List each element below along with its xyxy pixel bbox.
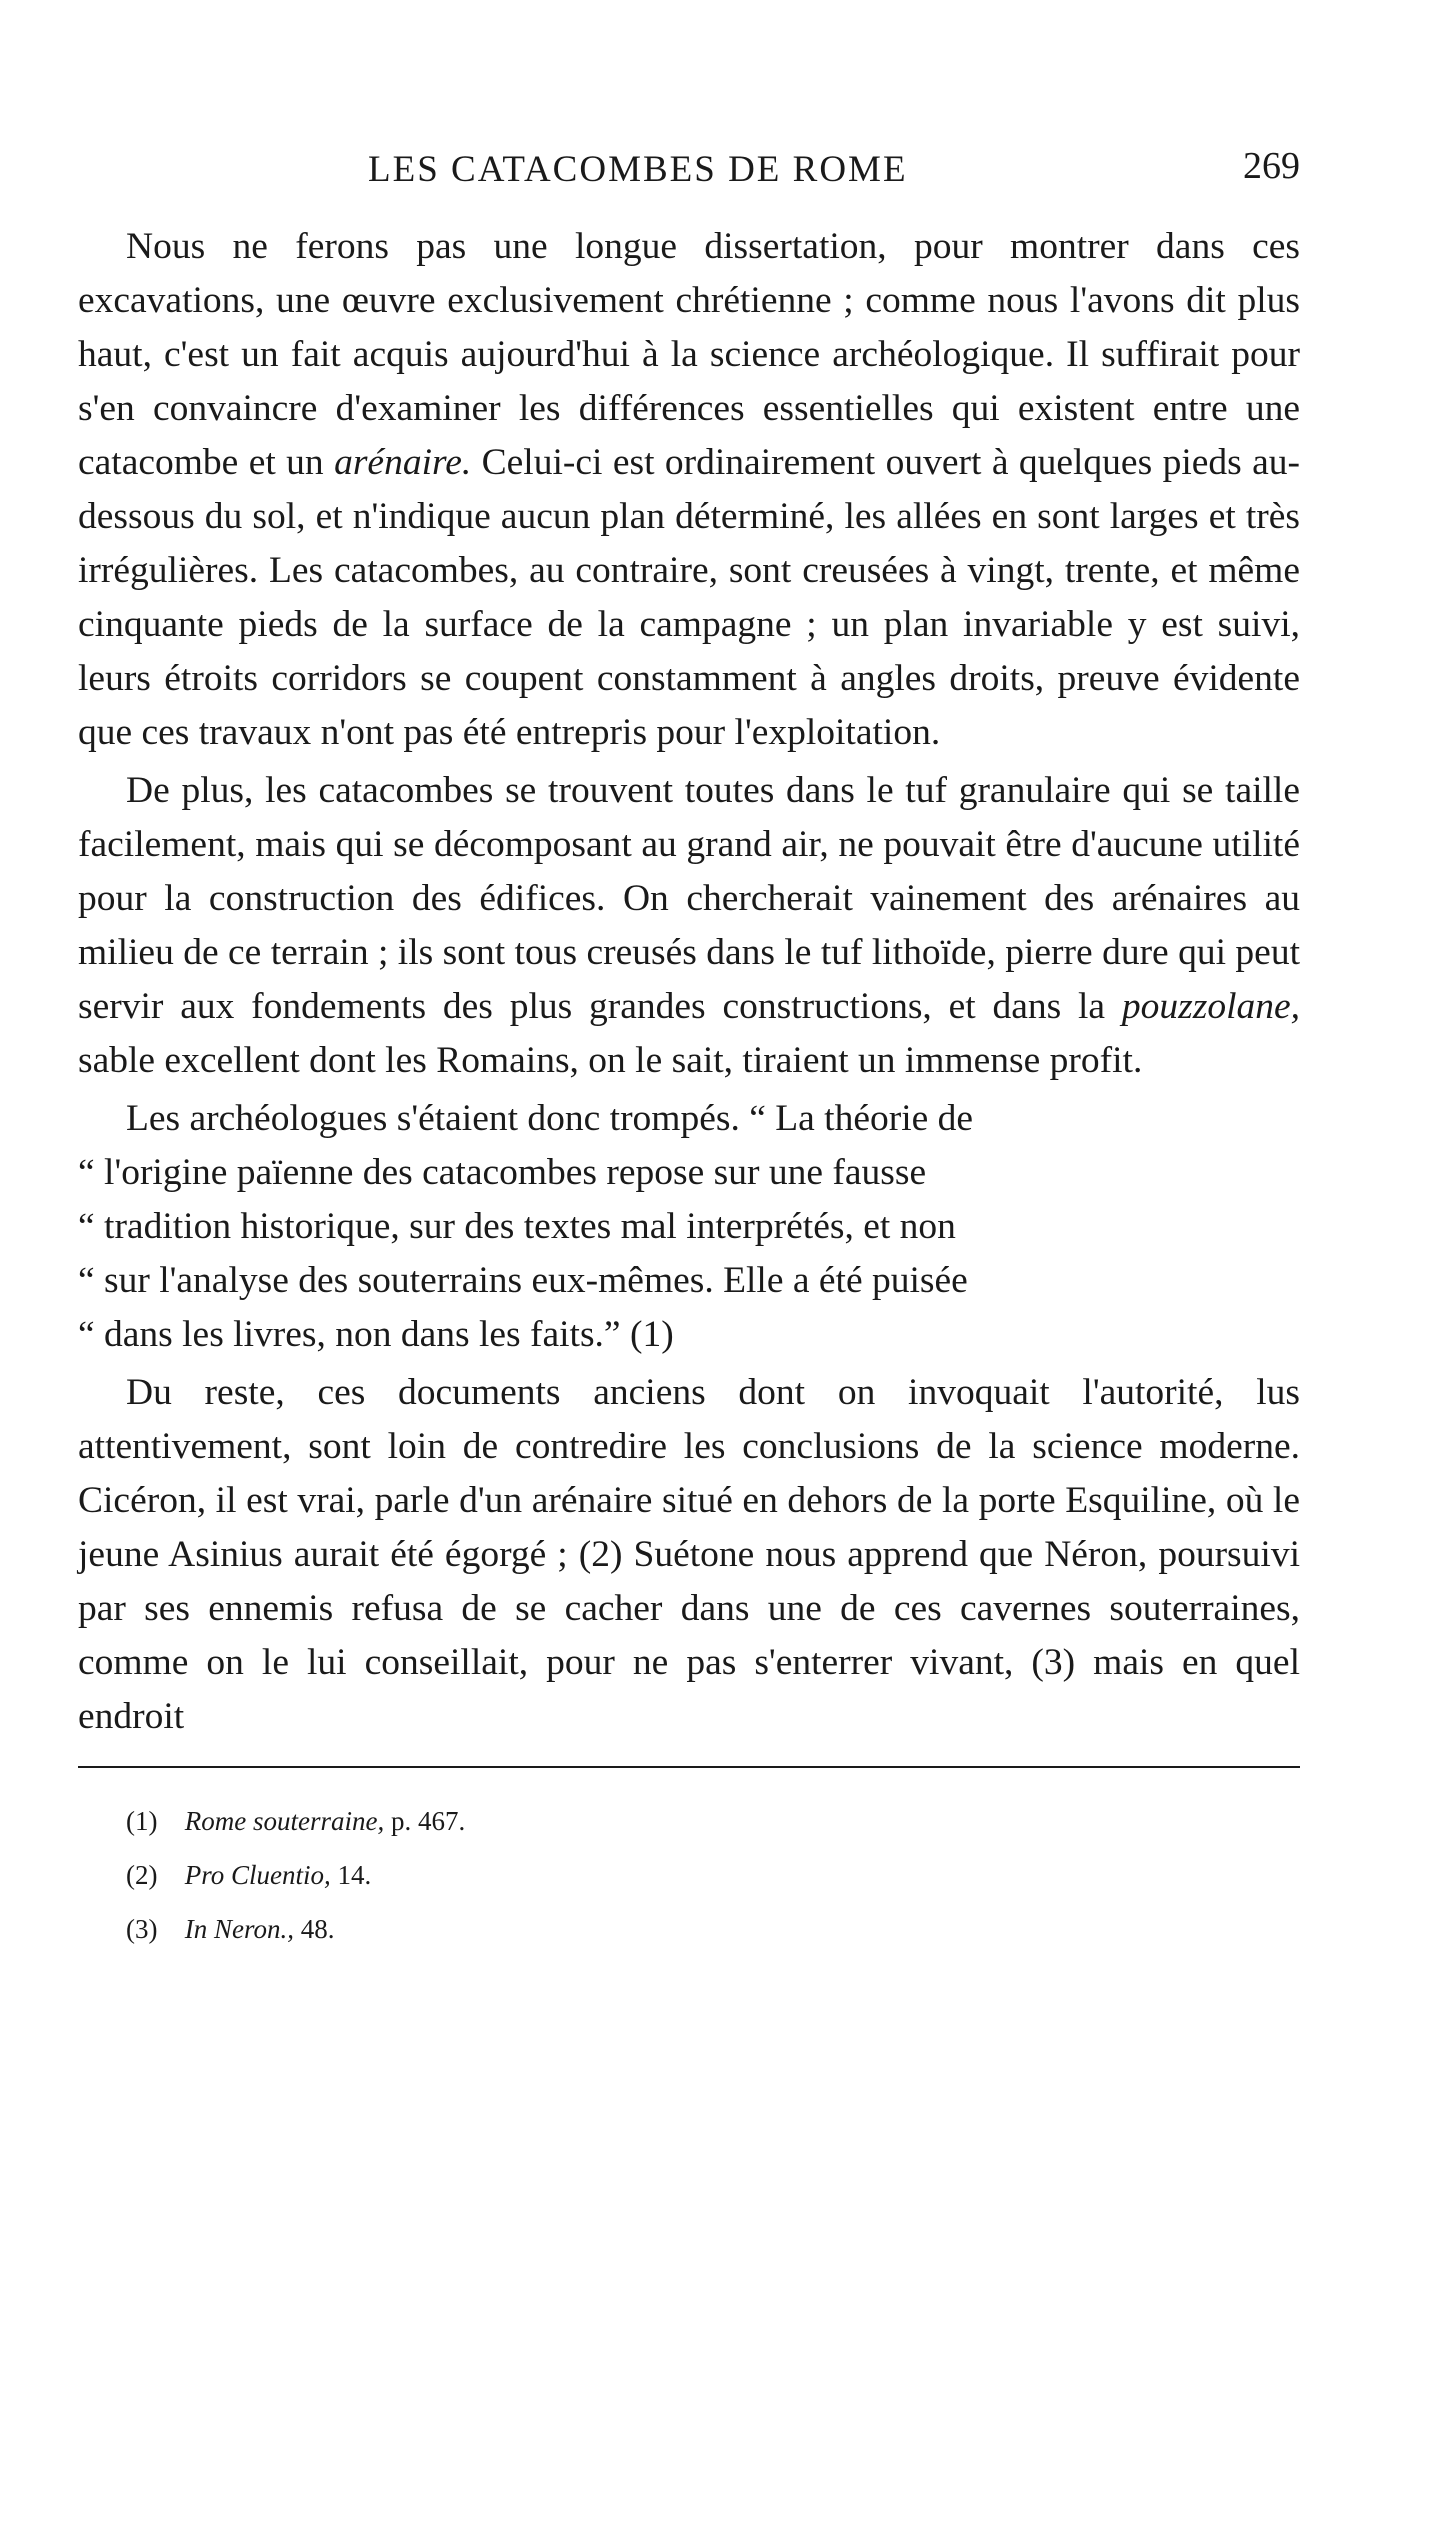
- footnotes: [78, 1794, 1300, 1956]
- running-title: LES CATACOMBES DE ROME: [368, 149, 908, 190]
- footnote-ref: 14.: [337, 1860, 372, 1890]
- footnote-rule: [78, 1766, 1300, 1768]
- footnote-number: (1): [126, 1806, 158, 1836]
- book-page: [78, 140, 1300, 1956]
- paragraph-1-text: Nous ne ferons pas une longue dissertation, pour montrer dans ces excavations, une œuvre exclusivement chrétienne ; comme nous l'avons dit plus haut, c'est un fait acquis aujourd'hui à la science archéologique. Il suffirait pour s'en convaincre d'examiner les différences essentielles qui existent entre une catacombe et un: [78, 226, 1300, 483]
- page-number: 269: [1243, 145, 1300, 187]
- quote-line-3: “ tradition historique, sur des textes mal interprétés, et non: [78, 1206, 956, 1247]
- quote-line-2: “ l'origine païenne des catacombes repose sur une fausse: [78, 1152, 927, 1193]
- paragraph-2-text-end: sable excellent dont les Romains, on le sait, tiraient un immense profit.: [78, 1040, 1143, 1081]
- paragraph-3-quote: [78, 1092, 1300, 1362]
- paragraph-2: [78, 764, 1300, 1088]
- paragraph-1: [78, 220, 1300, 760]
- footnote-ref: 48.: [300, 1914, 335, 1944]
- footnote-title: In Neron.,: [184, 1914, 294, 1944]
- paragraph-2-italic: pouzzolane,: [1121, 986, 1301, 1027]
- footnote-title: Rome souterraine,: [184, 1806, 385, 1836]
- quote-line-1: Les archéologues s'étaient donc trompés. “ La théorie de: [126, 1098, 974, 1139]
- body-text: [78, 220, 1300, 1744]
- running-head: [78, 140, 1300, 200]
- footnote-number: (3): [126, 1914, 158, 1944]
- quote-line-4: “ sur l'analyse des souterrains eux-mêmes. Elle a été puisée: [78, 1260, 968, 1301]
- footnote-title: Pro Cluentio,: [184, 1860, 331, 1890]
- footnote-2: [126, 1848, 1300, 1902]
- footnote-number: (2): [126, 1860, 158, 1890]
- paragraph-1-text-end: Celui-ci est ordinairement ouvert à quelques pieds au-dessous du sol, et n'indique aucun plan déterminé, les allées en sont larges et très irrégulières. Les catacombes, au contraire, sont creusées à vingt, trente, et même cinquante pieds de la surface de la campagne ; un plan invariable y est suivi, leurs étroits corridors se coupent constamment à angles droits, preuve évidente que ces travaux n'ont pas été entrepris pour l'exploitation.: [78, 442, 1301, 753]
- quote-line-5: “ dans les livres, non dans les faits.” (1): [78, 1314, 674, 1355]
- footnote-1: [126, 1794, 1300, 1848]
- paragraph-2-text: De plus, les catacombes se trouvent toutes dans le tuf granulaire qui se taille facilement, mais qui se décomposant au grand air, ne pouvait être d'aucune utilité pour la construction des édifices. On chercherait vainement des arénaires au milieu de ce terrain ; ils sont tous creusés dans le tuf lithoïde, pierre dure qui peut servir aux fondements des plus grandes constructions, et dans la: [78, 770, 1300, 1027]
- footnote-ref: p. 467.: [390, 1806, 466, 1836]
- footnote-3: [126, 1902, 1300, 1956]
- paragraph-4: Du reste, ces documents anciens dont on invoquait l'autorité, lus attentivement, sont loin de contredire les conclusions de la science moderne. Cicéron, il est vrai, parle d'un arénaire situé en dehors de la porte Esquiline, où le jeune Asinius aurait été égorgé ; (2) Suétone nous apprend que Néron, poursuivi par ses ennemis refusa de se cacher dans une de ces cavernes souterraines, comme on le lui conseillait, pour ne pas s'enterrer vivant, (3) mais en quel endroit: [78, 1372, 1300, 1737]
- paragraph-1-italic: arénaire.: [334, 442, 472, 483]
